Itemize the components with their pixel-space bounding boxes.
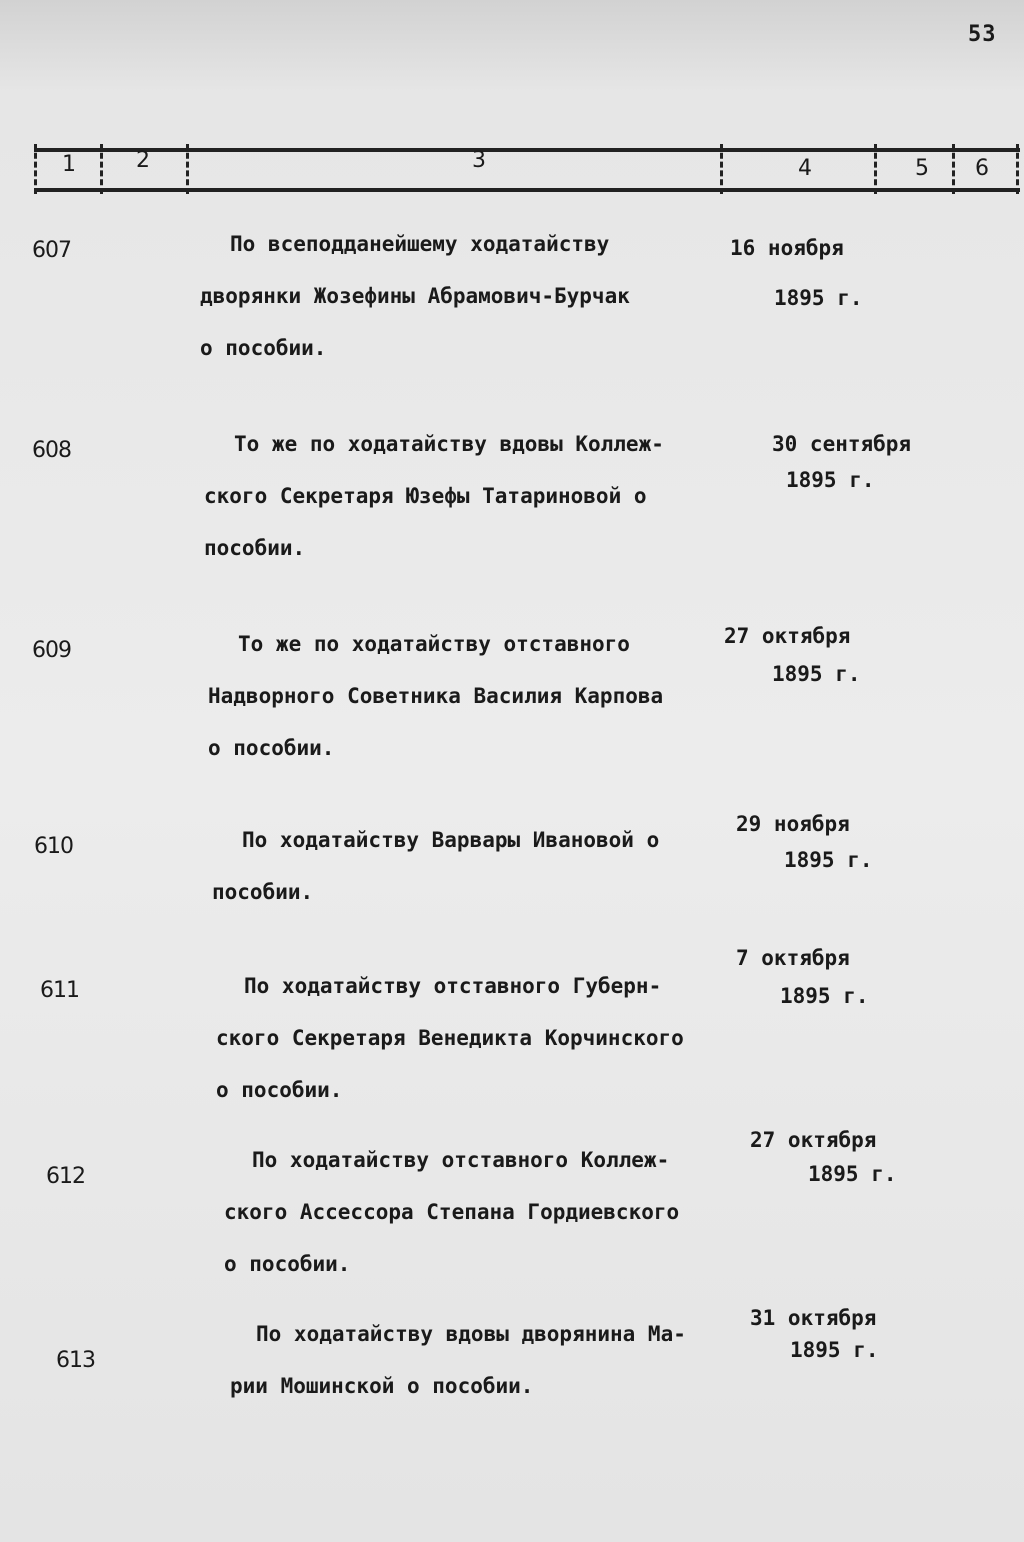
column-separator — [186, 144, 189, 194]
column-separator — [34, 144, 37, 194]
page-number: 53 — [968, 22, 997, 47]
entry-date-year: 1895 г. — [808, 1162, 897, 1186]
entry-line: пособии. — [212, 880, 314, 904]
column-header-4: 4 — [798, 156, 812, 181]
entry-date-day: 29 ноября — [736, 812, 850, 836]
entry-line: о пособии. — [216, 1078, 343, 1102]
entry-date-day: 27 октября — [750, 1128, 877, 1152]
header-rule-top — [34, 148, 1020, 152]
entry-number: 609 — [32, 638, 71, 663]
entry-number: 607 — [32, 238, 71, 263]
entry-number: 612 — [46, 1164, 85, 1189]
entry-line: о пособии. — [200, 336, 327, 360]
column-header-3: 3 — [472, 148, 486, 173]
entry-line: пособии. — [204, 536, 306, 560]
column-header-6: 6 — [975, 156, 989, 181]
entry-line: рии Мошинской о пособии. — [230, 1374, 534, 1398]
entry-line: ского Секретаря Венедикта Корчинского — [216, 1026, 684, 1050]
entry-description — [230, 1308, 686, 1412]
entry-date-year: 1895 г. — [774, 286, 863, 310]
entry-line: ского Ассессора Степана Гордиевского — [224, 1200, 680, 1224]
entry-date-year: 1895 г. — [786, 468, 875, 492]
entry-date-day: 7 октября — [736, 946, 850, 970]
entry-date-day: 16 ноября — [730, 236, 844, 260]
entry-description — [200, 218, 630, 374]
entry-date-year: 1895 г. — [790, 1338, 879, 1362]
entry-line: Надворного Советника Василия Карпова — [208, 684, 664, 708]
entry-number: 611 — [40, 978, 79, 1003]
entry-line: По ходатайству отставного Коллеж- — [252, 1148, 670, 1172]
entry-line: о пособии. — [224, 1252, 351, 1276]
entry-line: По ходатайству вдовы дворянина Ма- — [256, 1322, 686, 1346]
entry-line: ского Секретаря Юзефы Татариновой о — [204, 484, 647, 508]
entry-date-year: 1895 г. — [780, 984, 869, 1008]
column-separator — [720, 144, 723, 194]
entry-date-day: 31 октября — [750, 1306, 877, 1330]
entry-line: По ходатайству отставного Губерн- — [244, 974, 662, 998]
column-separator — [874, 144, 877, 194]
entry-description — [204, 418, 664, 574]
column-header-row — [34, 140, 1020, 196]
entry-date-year: 1895 г. — [784, 848, 873, 872]
entry-line: о пособии. — [208, 736, 335, 760]
entry-date-day: 30 сентября — [772, 432, 912, 456]
column-header-5: 5 — [915, 156, 929, 181]
entry-number: 610 — [34, 834, 73, 859]
entry-date-day: 27 октября — [724, 624, 851, 648]
column-header-2: 2 — [136, 148, 150, 173]
entry-number: 613 — [56, 1348, 95, 1373]
entry-description — [216, 960, 684, 1116]
entry-number: 608 — [32, 438, 71, 463]
entry-line: По всеподданейшему ходатайству — [230, 232, 610, 256]
entry-line: дворянки Жозефины Абрамович-Бурчак — [200, 284, 630, 308]
entry-description — [212, 814, 659, 918]
column-separator — [1016, 144, 1019, 194]
column-separator — [100, 144, 103, 194]
entry-line: То же по ходатайству отставного — [238, 632, 630, 656]
entry-line: По ходатайству Варвары Ивановой о — [242, 828, 660, 852]
header-rule-bottom — [34, 188, 1020, 192]
column-separator — [952, 144, 955, 194]
entry-date-year: 1895 г. — [772, 662, 861, 686]
entry-description — [208, 618, 663, 774]
column-header-1: 1 — [62, 152, 76, 177]
entry-line: То же по ходатайству вдовы Коллеж- — [234, 432, 664, 456]
entry-description — [224, 1134, 679, 1290]
